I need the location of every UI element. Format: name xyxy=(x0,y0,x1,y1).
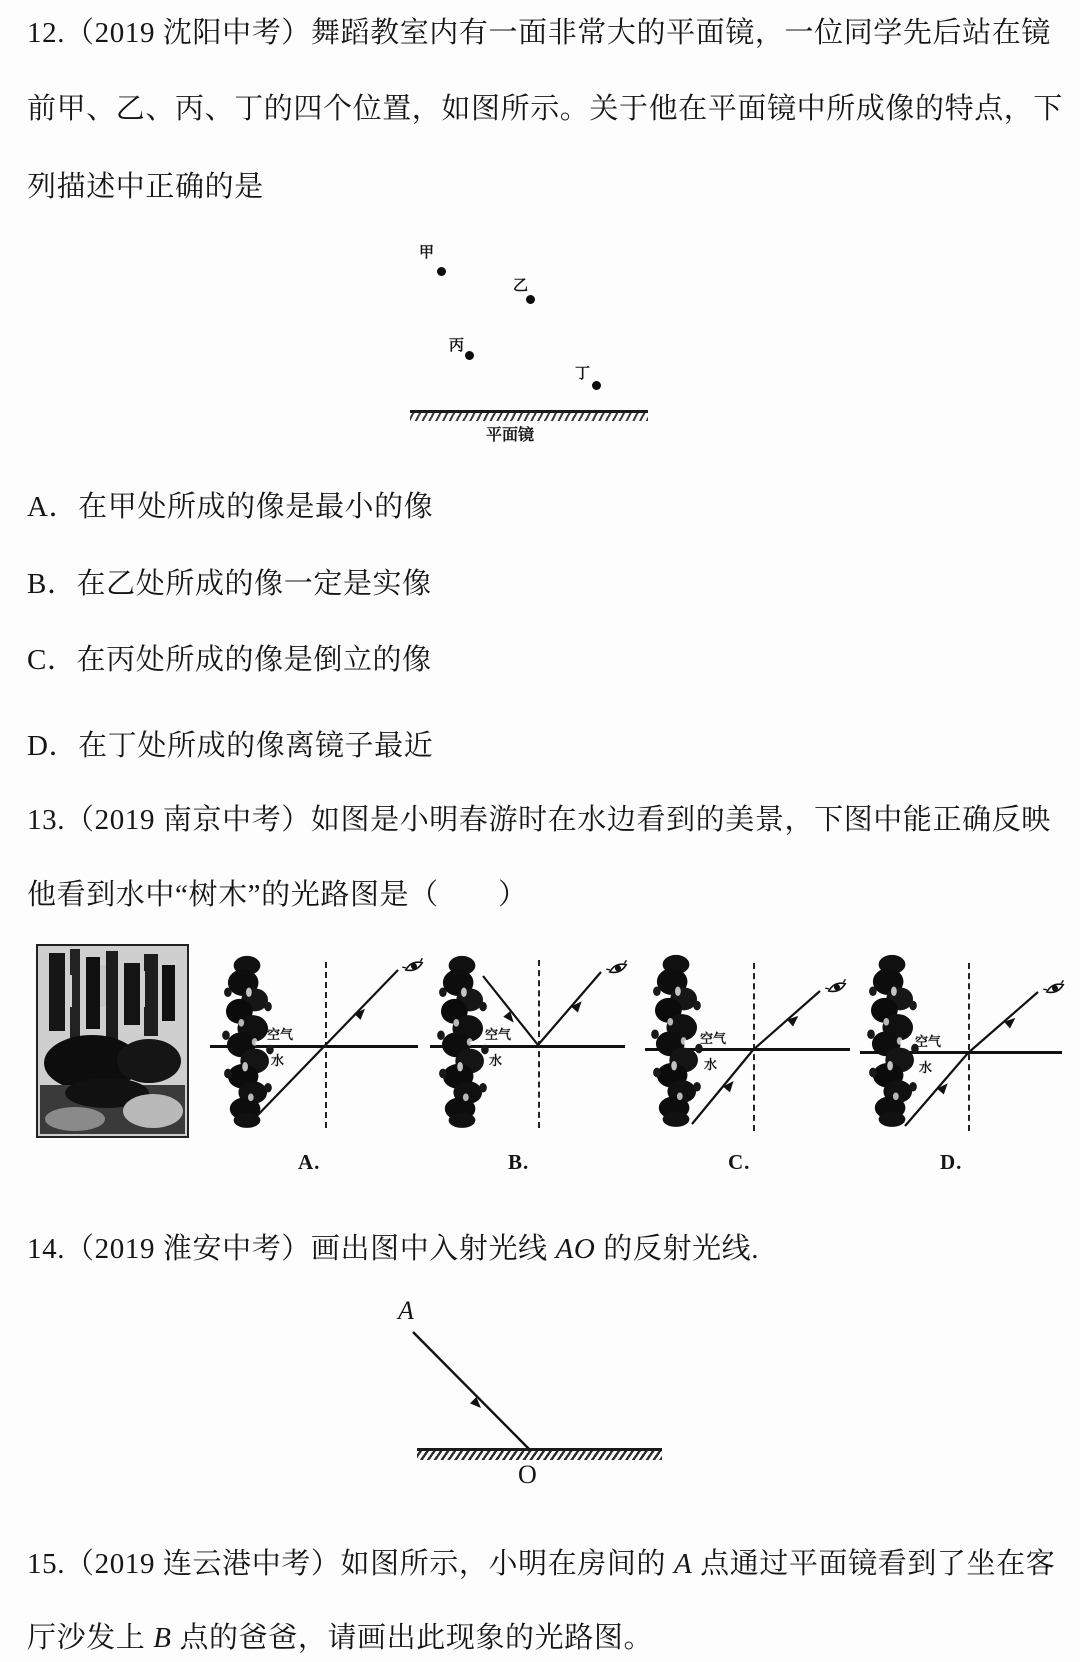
underwater-ray xyxy=(692,1050,753,1124)
q14-ray-svg xyxy=(380,1290,680,1465)
eye-icon xyxy=(606,960,629,976)
q13-scenery-photo xyxy=(37,945,188,1137)
q12-option-b: B．在乙处所成的像一定是实像 xyxy=(27,568,432,600)
q12-line-1: 12.（2019 沈阳中考）舞蹈教室内有一面非常大的平面镜，一位同学先后站在镜 xyxy=(27,17,1051,49)
q12-pos-bing-dot xyxy=(465,351,474,360)
light-ray xyxy=(253,970,398,1120)
q12-option-a: A．在甲处所成的像是最小的像 xyxy=(27,491,434,523)
air-label: 空气 xyxy=(485,1027,512,1042)
q12-mirror-label: 平面镜 xyxy=(485,427,534,444)
q13-diagram-b xyxy=(425,948,625,1143)
q12-option-c: C．在丙处所成的像是倒立的像 xyxy=(27,644,432,676)
ray-arrowhead xyxy=(470,1397,484,1411)
q13-label-a: A. xyxy=(298,1150,321,1174)
q15-l1-pre: 15.（2019 连云港中考）如图所示，小明在房间的 xyxy=(27,1548,674,1580)
ray-overlay xyxy=(205,948,420,1143)
water-label: 水 xyxy=(489,1053,503,1068)
tree-icon xyxy=(437,956,489,1128)
q12-pos-ding-dot xyxy=(592,381,601,390)
water-label: 水 xyxy=(919,1060,933,1075)
ray-overlay xyxy=(855,948,1065,1143)
reflected-ray xyxy=(538,972,601,1045)
q12-pos-yi-label: 乙 xyxy=(513,277,529,294)
q13-diagram-a xyxy=(205,948,420,1143)
q15-line-2 xyxy=(27,1615,653,1656)
q15-l2-pre: 厅沙发上 xyxy=(27,1622,154,1654)
incident-ray xyxy=(413,1332,530,1450)
q12-option-d: D．在丁处所成的像离镜子最近 xyxy=(27,730,434,762)
water-label: 水 xyxy=(271,1053,285,1068)
water-label: 水 xyxy=(704,1057,718,1072)
q15-l1-a: A xyxy=(673,1548,693,1580)
q13-line-2: 他看到水中“树木”的光路图是（ ） xyxy=(27,879,528,911)
q14-line xyxy=(27,1226,759,1267)
q12-mirror-hatching xyxy=(410,413,648,421)
q13-line-1: 13.（2019 南京中考）如图是小明春游时在水边看到的美景，下图中能正确反映 xyxy=(27,804,1051,836)
q14-text-pre: 14.（2019 淮安中考）画出图中入射光线 xyxy=(27,1233,556,1265)
refracted-ray xyxy=(968,992,1038,1053)
ray-overlay xyxy=(640,948,855,1143)
eye-icon xyxy=(825,979,848,995)
q12-pos-jia-label: 甲 xyxy=(419,244,435,261)
air-label: 空气 xyxy=(267,1027,294,1042)
tree-icon xyxy=(867,955,919,1127)
q14-text-post: 的反射光线. xyxy=(595,1233,760,1265)
q12-line-2: 前甲、乙、丙、丁的四个位置，如图所示。关于他在平面镜中所成像的特点，下 xyxy=(27,93,1064,125)
refracted-ray xyxy=(753,991,820,1050)
tree-icon xyxy=(651,955,703,1127)
q13-diagram-c xyxy=(640,948,855,1143)
q15-line-1 xyxy=(27,1541,1055,1582)
q13-label-b: B. xyxy=(508,1150,530,1174)
q12-pos-bing-label: 丙 xyxy=(449,337,465,354)
ray-overlay xyxy=(425,948,625,1143)
air-label: 空气 xyxy=(700,1031,727,1046)
q14-point-o-label: O xyxy=(518,1460,537,1489)
q12-pos-ding-label: 丁 xyxy=(575,365,591,382)
eye-icon xyxy=(402,958,425,974)
q12-line-3: 列描述中正确的是 xyxy=(27,171,264,203)
q15-l2-post: 点的爸爸，请画出此现象的光路图。 xyxy=(171,1622,654,1654)
q14-point-a-label: A xyxy=(398,1296,414,1325)
q13-label-d: D. xyxy=(940,1150,963,1174)
q14-mirror-hatching xyxy=(417,1451,662,1460)
q12-pos-yi-dot xyxy=(526,295,535,304)
air-label: 空气 xyxy=(915,1034,942,1049)
q12-pos-jia-dot xyxy=(437,267,446,276)
eye-icon xyxy=(1043,980,1066,996)
q13-diagram-d xyxy=(855,948,1065,1143)
q15-l2-b: B xyxy=(153,1622,172,1654)
q15-l1-post: 点通过平面镜看到了坐在客 xyxy=(692,1548,1056,1580)
q14-text-ao: AO xyxy=(555,1233,596,1265)
q13-label-c: C. xyxy=(728,1150,751,1174)
tree-icon xyxy=(222,956,274,1128)
